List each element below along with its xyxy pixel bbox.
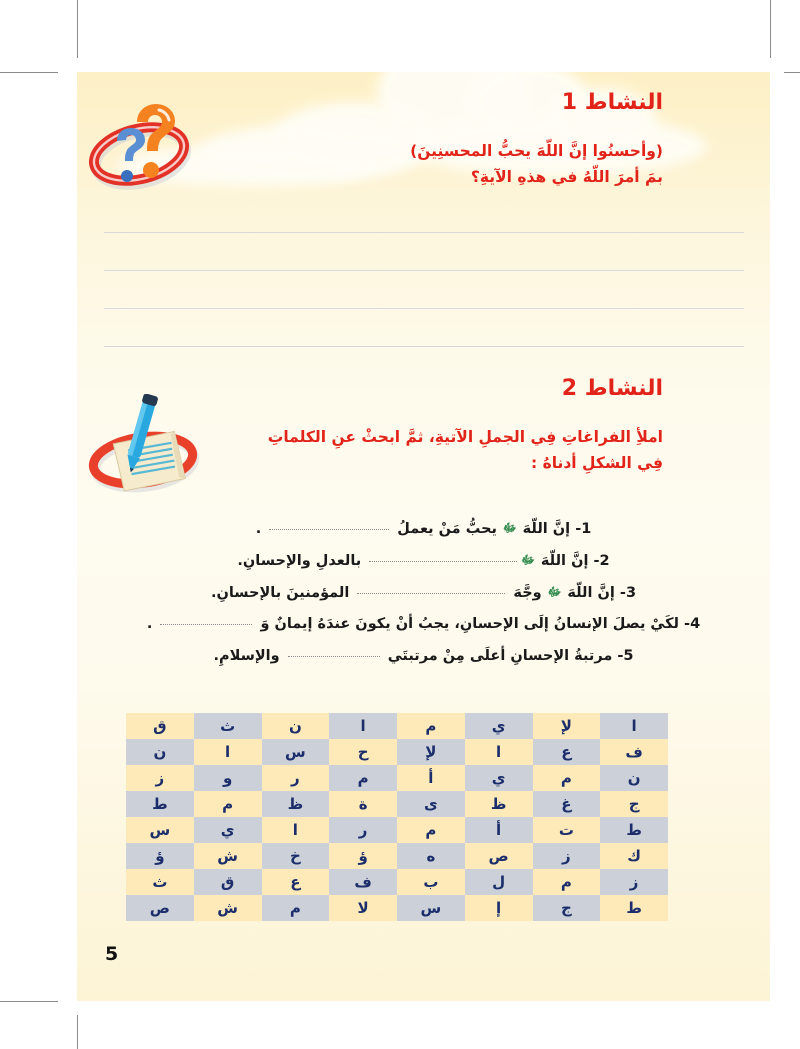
crop-mark-bottom-left-vertical xyxy=(77,1015,78,1049)
fill-in-blank[interactable] xyxy=(357,593,505,594)
sentence-number: 2- xyxy=(593,553,610,569)
word-search-cell[interactable]: ظ xyxy=(262,791,330,817)
crop-mark-top-left-vertical xyxy=(77,0,78,58)
word-search-cell[interactable]: ى xyxy=(397,791,465,817)
word-search-cell[interactable]: ط xyxy=(600,895,668,921)
word-search-cell[interactable]: لا xyxy=(329,895,397,921)
word-search-cell[interactable]: ا xyxy=(329,713,397,739)
word-search-cell[interactable]: أ xyxy=(397,765,465,791)
word-search-cell[interactable]: س xyxy=(262,739,330,765)
sentence-text-after: . xyxy=(255,521,267,537)
fill-in-blank[interactable] xyxy=(288,656,380,657)
word-search-cell[interactable]: ت xyxy=(533,817,601,843)
word-search-cell[interactable]: لإ xyxy=(397,739,465,765)
answer-line[interactable] xyxy=(104,346,744,347)
word-search-cell[interactable]: ص xyxy=(465,843,533,869)
word-search-cell[interactable]: ي xyxy=(194,817,262,843)
sentence-text-after: . xyxy=(146,616,158,632)
activity-1-question: بمَ أمرَ اللّهُ في هذهِ الآيةِ؟ xyxy=(470,168,663,186)
word-search-cell[interactable]: ن xyxy=(600,765,668,791)
word-search-cell[interactable]: ث xyxy=(194,713,262,739)
word-search-cell[interactable]: م xyxy=(262,895,330,921)
word-search-cell[interactable]: لإ xyxy=(533,713,601,739)
activity-1-title: النشاط 1 xyxy=(561,90,663,115)
word-search-cell[interactable]: م xyxy=(397,817,465,843)
fill-in-blank[interactable] xyxy=(369,561,517,562)
word-search-cell[interactable]: ا xyxy=(600,713,668,739)
sentence-text-middle: يحبُّ مَنْ يعملُ xyxy=(392,521,503,537)
answer-lines-area[interactable] xyxy=(104,232,744,354)
word-search-cell[interactable]: ا xyxy=(262,817,330,843)
answer-line[interactable] xyxy=(104,308,744,309)
word-search-cell[interactable]: ح xyxy=(329,739,397,765)
activity-2-instruction xyxy=(268,424,663,476)
word-search-row xyxy=(126,791,668,817)
notepad-pen-icon xyxy=(81,394,211,506)
word-search-cell[interactable]: ب xyxy=(397,869,465,895)
word-search-cell[interactable]: ز xyxy=(126,765,194,791)
sentence-text-after: بالعدلِ والإحسانِ. xyxy=(237,553,367,569)
fill-in-sentence-list xyxy=(99,519,748,679)
word-search-cell[interactable]: ه xyxy=(397,843,465,869)
word-search-cell[interactable]: م xyxy=(533,869,601,895)
word-search-row xyxy=(126,843,668,869)
crop-mark-top-left-horizontal xyxy=(0,72,58,73)
word-search-cell[interactable]: ج xyxy=(533,895,601,921)
answer-line[interactable] xyxy=(104,232,744,233)
sentence-text-before: إنَّ اللّهَ xyxy=(517,521,576,537)
word-search-cell[interactable]: ز xyxy=(533,843,601,869)
word-search-cell[interactable]: س xyxy=(397,895,465,921)
sentence-number: 4- xyxy=(684,616,701,632)
word-search-grid[interactable] xyxy=(126,713,668,921)
word-search-cell[interactable]: ي xyxy=(465,765,533,791)
word-search-row xyxy=(126,869,668,895)
word-search-cell[interactable]: ج xyxy=(600,791,668,817)
word-search-cell[interactable]: ف xyxy=(329,869,397,895)
word-search-cell[interactable]: ط xyxy=(126,791,194,817)
word-search-cell[interactable]: ي xyxy=(465,713,533,739)
fill-in-sentence xyxy=(99,615,748,647)
word-search-cell[interactable]: م xyxy=(397,713,465,739)
answer-line[interactable] xyxy=(104,270,744,271)
sentence-text-after: المؤمنينَ بالإحسانِ. xyxy=(210,585,355,601)
word-search-cell[interactable]: ؤ xyxy=(126,843,194,869)
word-search-cell[interactable]: ق xyxy=(126,713,194,739)
word-search-row xyxy=(126,713,668,739)
lafz-aljalalah-glyph: ﷻ xyxy=(503,521,517,535)
activity-1-prompt xyxy=(410,138,663,190)
sentence-text-before: إنَّ اللّهَ xyxy=(535,553,594,569)
fill-in-sentence xyxy=(99,647,748,679)
word-search-cell[interactable]: م xyxy=(533,765,601,791)
word-search-cell[interactable]: م xyxy=(194,791,262,817)
activity-2-instruction-line-1: املأِ الفراغاتِ فِي الجملِ الآتيةِ، ثمَّ ابحثْ عنِ الكلماتِ xyxy=(267,428,663,446)
word-search-cell[interactable]: ف xyxy=(600,739,668,765)
fill-in-blank[interactable] xyxy=(160,624,252,625)
word-search-cell[interactable]: ع xyxy=(533,739,601,765)
word-search-cell[interactable]: ش xyxy=(194,895,262,921)
word-search-cell[interactable]: ا xyxy=(194,739,262,765)
fill-in-blank[interactable] xyxy=(269,529,389,530)
word-search-cell[interactable]: ؤ xyxy=(329,843,397,869)
lafz-aljalalah-glyph: ﷻ xyxy=(547,585,562,599)
activity-1-verse: (وأحسنُوا إنَّ اللّهَ يحبُّ المحسنِينَ) xyxy=(410,142,663,160)
word-search-cell[interactable]: ن xyxy=(262,713,330,739)
word-search-body xyxy=(126,713,668,921)
word-search-row xyxy=(126,739,668,765)
worksheet-page xyxy=(77,72,770,1001)
fill-in-sentence xyxy=(99,519,748,551)
sentence-text-before: لكَيْ يصلَ الإنسانُ إلَى الإحسانِ، يجبُ أنْ يكونَ عندَهُ إيمانٌ وَ xyxy=(255,616,685,632)
sentence-text-middle: وجَّهَ xyxy=(508,585,547,601)
word-search-cell[interactable]: س xyxy=(126,817,194,843)
word-search-cell[interactable]: ن xyxy=(126,739,194,765)
activity-2-instruction-line-2: فِي الشكلِ أدناهُ : xyxy=(530,454,663,472)
word-search-cell[interactable]: ص xyxy=(126,895,194,921)
word-search-cell[interactable]: ط xyxy=(600,817,668,843)
word-search-cell[interactable]: ا xyxy=(465,739,533,765)
word-search-cell[interactable]: غ xyxy=(533,791,601,817)
word-search-row xyxy=(126,765,668,791)
page-number: 5 xyxy=(105,943,119,965)
sentence-number: 5- xyxy=(617,648,634,664)
word-search-cell[interactable]: ل xyxy=(465,869,533,895)
word-search-cell[interactable]: ك xyxy=(600,843,668,869)
word-search-row xyxy=(126,895,668,921)
word-search-cell[interactable]: ر xyxy=(329,817,397,843)
word-search-cell[interactable]: خ xyxy=(262,843,330,869)
sentence-text-after: والإسلامِ. xyxy=(213,648,285,664)
word-search-cell[interactable]: ة xyxy=(329,791,397,817)
word-search-cell[interactable]: إ xyxy=(465,895,533,921)
fill-in-sentence xyxy=(99,551,748,583)
word-search-cell[interactable]: و xyxy=(194,765,262,791)
word-search-cell[interactable]: ش xyxy=(194,843,262,869)
sentence-number: 3- xyxy=(619,585,637,601)
crop-mark-top-right-vertical xyxy=(770,0,771,58)
sentence-number: 1- xyxy=(575,521,592,537)
sentence-text-before: إنَّ اللّهَ xyxy=(562,585,620,601)
crop-mark-top-right-horizontal xyxy=(784,72,800,73)
fill-in-sentence xyxy=(99,583,748,615)
word-search-cell[interactable]: م xyxy=(329,765,397,791)
word-search-cell[interactable]: ز xyxy=(600,869,668,895)
sentence-text-before: مرتبةُ الإحسانِ أعلَى مِنْ مرتبتَي xyxy=(382,648,618,664)
activity-2-title: النشاط 2 xyxy=(561,376,663,401)
word-search-cell[interactable]: أ xyxy=(465,817,533,843)
lafz-aljalalah-glyph: ﷻ xyxy=(521,553,535,567)
word-search-cell[interactable]: ق xyxy=(194,869,262,895)
word-search-cell[interactable]: ر xyxy=(262,765,330,791)
word-search-cell[interactable]: ظ xyxy=(465,791,533,817)
crop-mark-bottom-left-horizontal xyxy=(0,1001,58,1002)
word-search-cell[interactable]: ث xyxy=(126,869,194,895)
word-search-cell[interactable]: ع xyxy=(262,869,330,895)
question-mark-icon xyxy=(81,92,201,204)
word-search-row xyxy=(126,817,668,843)
